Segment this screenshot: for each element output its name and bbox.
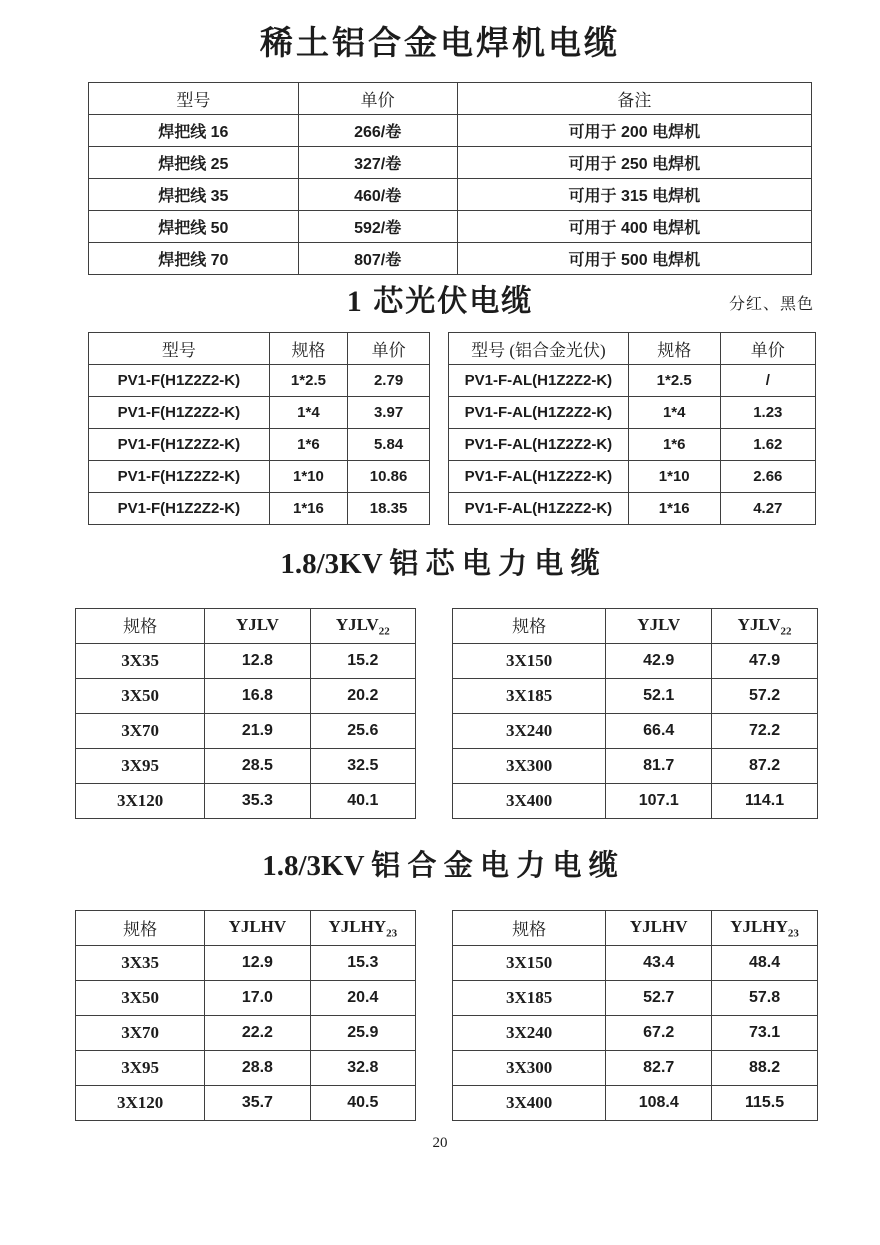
table-cell: 4.27 bbox=[720, 492, 815, 524]
table-cell: 87.2 bbox=[712, 749, 818, 784]
section-title-pv-cable bbox=[0, 283, 880, 321]
table-cell: 81.7 bbox=[606, 749, 712, 784]
table-cell: 1*6 bbox=[269, 428, 347, 460]
table-cell: 40.1 bbox=[310, 784, 415, 819]
column-header-spec: 规格 bbox=[453, 911, 606, 946]
table-cell: 20.4 bbox=[310, 981, 415, 1016]
table-cell: 32.8 bbox=[310, 1051, 415, 1086]
table-row bbox=[449, 428, 816, 460]
table-cell: 42.9 bbox=[606, 644, 712, 679]
column-header-yjlhy23: $YJLHY_{23}$ bbox=[310, 911, 415, 946]
table-cell: 15.2 bbox=[310, 644, 415, 679]
color-availability-note: 分红、黑色 bbox=[728, 296, 814, 314]
table-cell: 1*4 bbox=[269, 396, 347, 428]
table-row bbox=[76, 981, 416, 1016]
table-cell: 3X400 bbox=[453, 784, 606, 819]
table-cell: 1*2.5 bbox=[628, 364, 720, 396]
table-cell: 焊把线 70 bbox=[89, 243, 299, 275]
table-cell: 35.3 bbox=[205, 784, 310, 819]
table-cell: 18.35 bbox=[348, 492, 430, 524]
table-row bbox=[89, 396, 430, 428]
table-cell: 20.2 bbox=[310, 679, 415, 714]
welding-cable-table bbox=[88, 82, 812, 275]
table-row bbox=[89, 147, 812, 179]
column-header-remark: 备注 bbox=[457, 83, 811, 115]
column-header-yjlv: YJLV bbox=[205, 609, 310, 644]
table-row bbox=[453, 1016, 818, 1051]
table-cell: PV1-F-AL(H1Z2Z2-K) bbox=[449, 396, 629, 428]
table-cell: 3X300 bbox=[453, 1051, 606, 1086]
al-core-cable-tables bbox=[75, 608, 880, 819]
table-cell: 3X70 bbox=[76, 714, 205, 749]
table-cell: 28.8 bbox=[205, 1051, 310, 1086]
table-cell: 3X185 bbox=[453, 981, 606, 1016]
table-cell: 3X240 bbox=[453, 1016, 606, 1051]
table-cell: 3X70 bbox=[76, 1016, 205, 1051]
table-header-row bbox=[449, 332, 816, 364]
table-cell: PV1-F-AL(H1Z2Z2-K) bbox=[449, 492, 629, 524]
table-cell: 1*2.5 bbox=[269, 364, 347, 396]
table-cell: 3X35 bbox=[76, 946, 205, 981]
table-cell: 107.1 bbox=[606, 784, 712, 819]
table-cell: 35.7 bbox=[205, 1086, 310, 1121]
table-header-row bbox=[453, 911, 818, 946]
table-cell: 25.6 bbox=[310, 714, 415, 749]
table-cell: PV1-F(H1Z2Z2-K) bbox=[89, 428, 270, 460]
table-row bbox=[89, 460, 430, 492]
table-cell: PV1-F(H1Z2Z2-K) bbox=[89, 364, 270, 396]
table-cell: 焊把线 25 bbox=[89, 147, 299, 179]
table-cell: 17.0 bbox=[205, 981, 310, 1016]
table-cell: 66.4 bbox=[606, 714, 712, 749]
table-cell: 47.9 bbox=[712, 644, 818, 679]
column-header-model: 型号 bbox=[89, 332, 270, 364]
pv-cable-table-right bbox=[448, 332, 816, 525]
table-row bbox=[89, 428, 430, 460]
table-cell: 3X400 bbox=[453, 1086, 606, 1121]
table-cell: PV1-F-AL(H1Z2Z2-K) bbox=[449, 364, 629, 396]
table-cell: 2.79 bbox=[348, 364, 430, 396]
table-header-row bbox=[89, 83, 812, 115]
table-cell: 52.1 bbox=[606, 679, 712, 714]
table-cell: 22.2 bbox=[205, 1016, 310, 1051]
table-cell: 67.2 bbox=[606, 1016, 712, 1051]
table-header-row bbox=[89, 332, 430, 364]
column-header-spec: 规格 bbox=[453, 609, 606, 644]
table-header-row bbox=[453, 609, 818, 644]
table-cell: 28.5 bbox=[205, 749, 310, 784]
column-header-spec: 规格 bbox=[76, 911, 205, 946]
table-cell: 592/卷 bbox=[298, 211, 457, 243]
table-cell: 3X120 bbox=[76, 784, 205, 819]
table-cell: 1.23 bbox=[720, 396, 815, 428]
al-core-table-right bbox=[452, 608, 818, 819]
table-cell: 10.86 bbox=[348, 460, 430, 492]
table-cell: 266/卷 bbox=[298, 115, 457, 147]
table-cell: 40.5 bbox=[310, 1086, 415, 1121]
table-row bbox=[453, 981, 818, 1016]
table-cell: 3X95 bbox=[76, 749, 205, 784]
table-cell: 21.9 bbox=[205, 714, 310, 749]
table-cell: 5.84 bbox=[348, 428, 430, 460]
pv-cable-table-left bbox=[88, 332, 430, 525]
table-row bbox=[76, 1016, 416, 1051]
table-cell: 可用于 500 电焊机 bbox=[457, 243, 811, 275]
table-cell: 3X240 bbox=[453, 714, 606, 749]
table-cell: PV1-F-AL(H1Z2Z2-K) bbox=[449, 428, 629, 460]
table-cell: 焊把线 35 bbox=[89, 179, 299, 211]
column-header-yjlhy23: $YJLHY_{23}$ bbox=[712, 911, 818, 946]
table-cell: 3X95 bbox=[76, 1051, 205, 1086]
table-cell: 1*4 bbox=[628, 396, 720, 428]
table-cell: 82.7 bbox=[606, 1051, 712, 1086]
table-cell: PV1-F(H1Z2Z2-K) bbox=[89, 460, 270, 492]
table-cell: 可用于 200 电焊机 bbox=[457, 115, 811, 147]
column-header-yjlv: YJLV bbox=[606, 609, 712, 644]
table-row bbox=[453, 784, 818, 819]
table-cell: 114.1 bbox=[712, 784, 818, 819]
table-row bbox=[76, 1086, 416, 1121]
table-cell: 3.97 bbox=[348, 396, 430, 428]
table-cell: 3X300 bbox=[453, 749, 606, 784]
column-header-unit-price: 单价 bbox=[720, 332, 815, 364]
table-cell: 807/卷 bbox=[298, 243, 457, 275]
table-cell: 焊把线 50 bbox=[89, 211, 299, 243]
al-alloy-table-right bbox=[452, 910, 818, 1121]
table-cell: 1*16 bbox=[628, 492, 720, 524]
table-row bbox=[453, 946, 818, 981]
table-row bbox=[453, 749, 818, 784]
table-cell: PV1-F(H1Z2Z2-K) bbox=[89, 396, 270, 428]
table-cell: / bbox=[720, 364, 815, 396]
table-cell: 108.4 bbox=[606, 1086, 712, 1121]
table-cell: 52.7 bbox=[606, 981, 712, 1016]
table-cell: 2.66 bbox=[720, 460, 815, 492]
table-cell: 88.2 bbox=[712, 1051, 818, 1086]
table-cell: 115.5 bbox=[712, 1086, 818, 1121]
table-cell: 460/卷 bbox=[298, 179, 457, 211]
table-row bbox=[89, 179, 812, 211]
table-cell: 73.1 bbox=[712, 1016, 818, 1051]
table-header-row bbox=[76, 911, 416, 946]
table-cell: 可用于 400 电焊机 bbox=[457, 211, 811, 243]
table-row bbox=[453, 1051, 818, 1086]
table-cell: 48.4 bbox=[712, 946, 818, 981]
table-cell: 43.4 bbox=[606, 946, 712, 981]
table-row bbox=[76, 749, 416, 784]
table-cell: 1*16 bbox=[269, 492, 347, 524]
column-header-yjlhv: YJLHV bbox=[205, 911, 310, 946]
column-header-spec: 规格 bbox=[269, 332, 347, 364]
section-title-al-alloy-cable: 1.8/3KV 铝 合 金 电 力 电 缆 bbox=[262, 850, 618, 882]
table-cell: 焊把线 16 bbox=[89, 115, 299, 147]
table-cell: PV1-F-AL(H1Z2Z2-K) bbox=[449, 460, 629, 492]
table-cell: 57.8 bbox=[712, 981, 818, 1016]
table-cell: 3X185 bbox=[453, 679, 606, 714]
table-row bbox=[453, 679, 818, 714]
table-cell: 15.3 bbox=[310, 946, 415, 981]
table-row bbox=[76, 644, 416, 679]
table-cell: 25.9 bbox=[310, 1016, 415, 1051]
page-number: 20 bbox=[432, 1135, 448, 1152]
table-cell: 327/卷 bbox=[298, 147, 457, 179]
table-row bbox=[89, 364, 430, 396]
table-cell: 12.9 bbox=[205, 946, 310, 981]
section-title-pv-cable-text: 1 芯光伏电缆 bbox=[346, 285, 534, 319]
table-cell: PV1-F(H1Z2Z2-K) bbox=[89, 492, 270, 524]
table-row bbox=[76, 1051, 416, 1086]
table-row bbox=[89, 243, 812, 275]
table-cell: 57.2 bbox=[712, 679, 818, 714]
table-cell: 1*6 bbox=[628, 428, 720, 460]
table-row bbox=[449, 492, 816, 524]
table-row bbox=[449, 364, 816, 396]
column-header-spec: 规格 bbox=[76, 609, 205, 644]
table-cell: 1.62 bbox=[720, 428, 815, 460]
table-cell: 16.8 bbox=[205, 679, 310, 714]
al-alloy-table-left bbox=[75, 910, 416, 1121]
section-title-al-core-cable: 1.8/3KV 铝 芯 电 力 电 缆 bbox=[280, 547, 600, 580]
table-row bbox=[76, 679, 416, 714]
column-header-yjlv22: $YJLV_{22}$ bbox=[712, 609, 818, 644]
table-cell: 3X35 bbox=[76, 644, 205, 679]
column-header-model: 型号 bbox=[89, 83, 299, 115]
table-cell: 1*10 bbox=[628, 460, 720, 492]
table-row bbox=[89, 115, 812, 147]
table-cell: 32.5 bbox=[310, 749, 415, 784]
column-header-spec: 规格 bbox=[628, 332, 720, 364]
table-header-row bbox=[76, 609, 416, 644]
pv-cable-tables bbox=[88, 332, 880, 525]
al-alloy-cable-tables bbox=[75, 910, 880, 1121]
table-row bbox=[76, 714, 416, 749]
table-cell: 3X120 bbox=[76, 1086, 205, 1121]
table-row bbox=[453, 1086, 818, 1121]
table-row bbox=[76, 946, 416, 981]
table-cell: 3X50 bbox=[76, 981, 205, 1016]
section-title-welding-cable: 稀土铝合金电焊机电缆 bbox=[260, 26, 620, 62]
table-row bbox=[453, 644, 818, 679]
table-row bbox=[89, 492, 430, 524]
al-core-table-left bbox=[75, 608, 416, 819]
table-cell: 12.8 bbox=[205, 644, 310, 679]
table-row bbox=[76, 784, 416, 819]
column-header-unit-price: 单价 bbox=[298, 83, 457, 115]
table-cell: 72.2 bbox=[712, 714, 818, 749]
table-cell: 3X50 bbox=[76, 679, 205, 714]
table-cell: 3X150 bbox=[453, 644, 606, 679]
table-cell: 可用于 315 电焊机 bbox=[457, 179, 811, 211]
column-header-model-alloy-pv: 型号 (铝合金光伏) bbox=[449, 332, 629, 364]
column-header-yjlv22: $YJLV_{22}$ bbox=[310, 609, 415, 644]
table-row bbox=[89, 211, 812, 243]
table-row bbox=[449, 396, 816, 428]
table-row bbox=[449, 460, 816, 492]
column-header-yjlhv: YJLHV bbox=[606, 911, 712, 946]
table-cell: 可用于 250 电焊机 bbox=[457, 147, 811, 179]
table-cell: 3X150 bbox=[453, 946, 606, 981]
table-cell: 1*10 bbox=[269, 460, 347, 492]
table-row bbox=[453, 714, 818, 749]
column-header-unit-price: 单价 bbox=[348, 332, 430, 364]
